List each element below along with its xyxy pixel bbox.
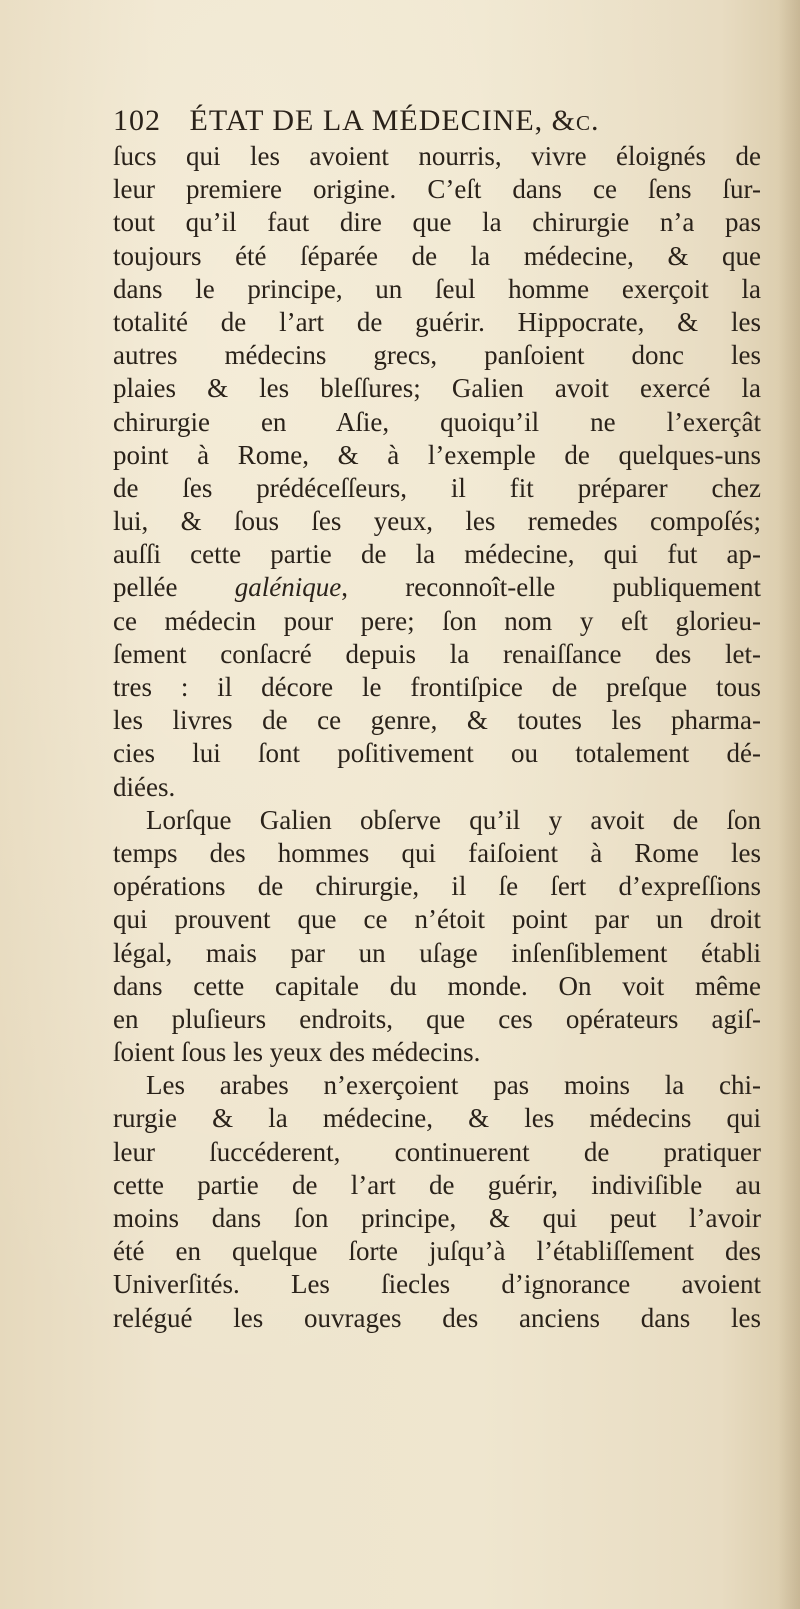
text-line-with-italic <box>113 571 761 604</box>
text-line: dans cette capitale du monde. On voit même <box>113 970 761 1001</box>
text-line: cies lui ſont poſitivement ou totalement dé- <box>113 738 761 769</box>
text-line: les livres de ce genre, & toutes les pharma- <box>113 705 761 736</box>
text-line: en pluſieurs endroits, que ces opérateurs agiſ- <box>113 1003 761 1034</box>
text-line: temps des hommes qui faiſoient à Rome les <box>113 837 761 868</box>
running-header <box>113 104 763 138</box>
text-line: autres médecins grecs, panſoient donc les <box>113 340 761 371</box>
text-fragment: pellée <box>113 572 235 603</box>
text-line: tres : il décore le frontiſpice de preſque tous <box>113 672 761 702</box>
running-title: ÉTAT DE LA MÉDECINE, &c. <box>189 104 600 137</box>
text-line: leur premiere origine. C’eſt dans ce ſens ſur- <box>113 174 761 205</box>
page-edge-shadow <box>778 0 800 1609</box>
text-line: Univerſités. Les ſiecles d’ignorance avoient <box>113 1269 761 1300</box>
body-text <box>113 140 761 1335</box>
text-line: Les arabes n’exerçoient pas moins la chi- <box>146 1070 761 1101</box>
text-line: opérations de chirurgie, il ſe ſert d’expreſſions <box>113 871 761 902</box>
text-line: cette partie de l’art de guérir, indiviſible au <box>113 1169 761 1200</box>
text-line: moins dans ſon principe, & qui peut l’avoir <box>113 1203 761 1233</box>
text-line: Lorſque Galien obſerve qu’il y avoit de ſon <box>146 804 761 835</box>
text-line: toujours été ſéparée de la médecine, & que <box>113 240 761 271</box>
text-line: ſoient ſous les yeux des médecins. <box>113 1037 481 1068</box>
text-line: chirurgie en Aſie, quoiqu’il ne l’exerçât <box>113 406 761 437</box>
text-line: plaies & les bleſſures; Galien avoit exercé la <box>113 373 761 404</box>
text-line: ce médecin pour pere; ſon nom y eſt glorieu- <box>113 605 761 636</box>
text-line: diées. <box>113 771 176 802</box>
text-line: légal, mais par un uſage inſenſiblement établi <box>113 937 761 968</box>
text-line: ſucs qui les avoient nourris, vivre éloignés de <box>113 141 761 171</box>
text-line: lui, & ſous ſes yeux, les remedes compoſés; <box>113 506 761 537</box>
page-number: 102 <box>113 104 161 137</box>
text-line: relégué les ouvrages des anciens dans les <box>113 1302 761 1333</box>
text-line: tout qu’il faut dire que la chirurgie n’a pas <box>113 207 761 238</box>
text-line: totalité de l’art de guérir. Hippocrate, & les <box>113 306 761 337</box>
text-fragment: , reconnoît-elle publiquement <box>341 572 761 603</box>
text-line: point à Rome, & à l’exemple de quelques-uns <box>113 439 761 470</box>
italic-term: galénique <box>234 572 342 603</box>
text-line: leur ſuccéderent, continuerent de pratiquer <box>113 1136 761 1167</box>
text-line: rurgie & la médecine, & les médecins qui <box>113 1103 761 1134</box>
text-line: auſſi cette partie de la médecine, qui fut ap- <box>113 539 761 570</box>
text-line: dans le principe, un ſeul homme exerçoit la <box>113 273 761 304</box>
text-line: de ſes prédéceſſeurs, il fit préparer chez <box>113 472 761 503</box>
text-line: qui prouvent que ce n’étoit point par un droit <box>113 904 761 935</box>
text-line: ſement conſacré depuis la renaiſſance des let- <box>113 638 761 669</box>
text-line: été en quelque ſorte juſqu’à l’établiſſement des <box>113 1236 761 1267</box>
